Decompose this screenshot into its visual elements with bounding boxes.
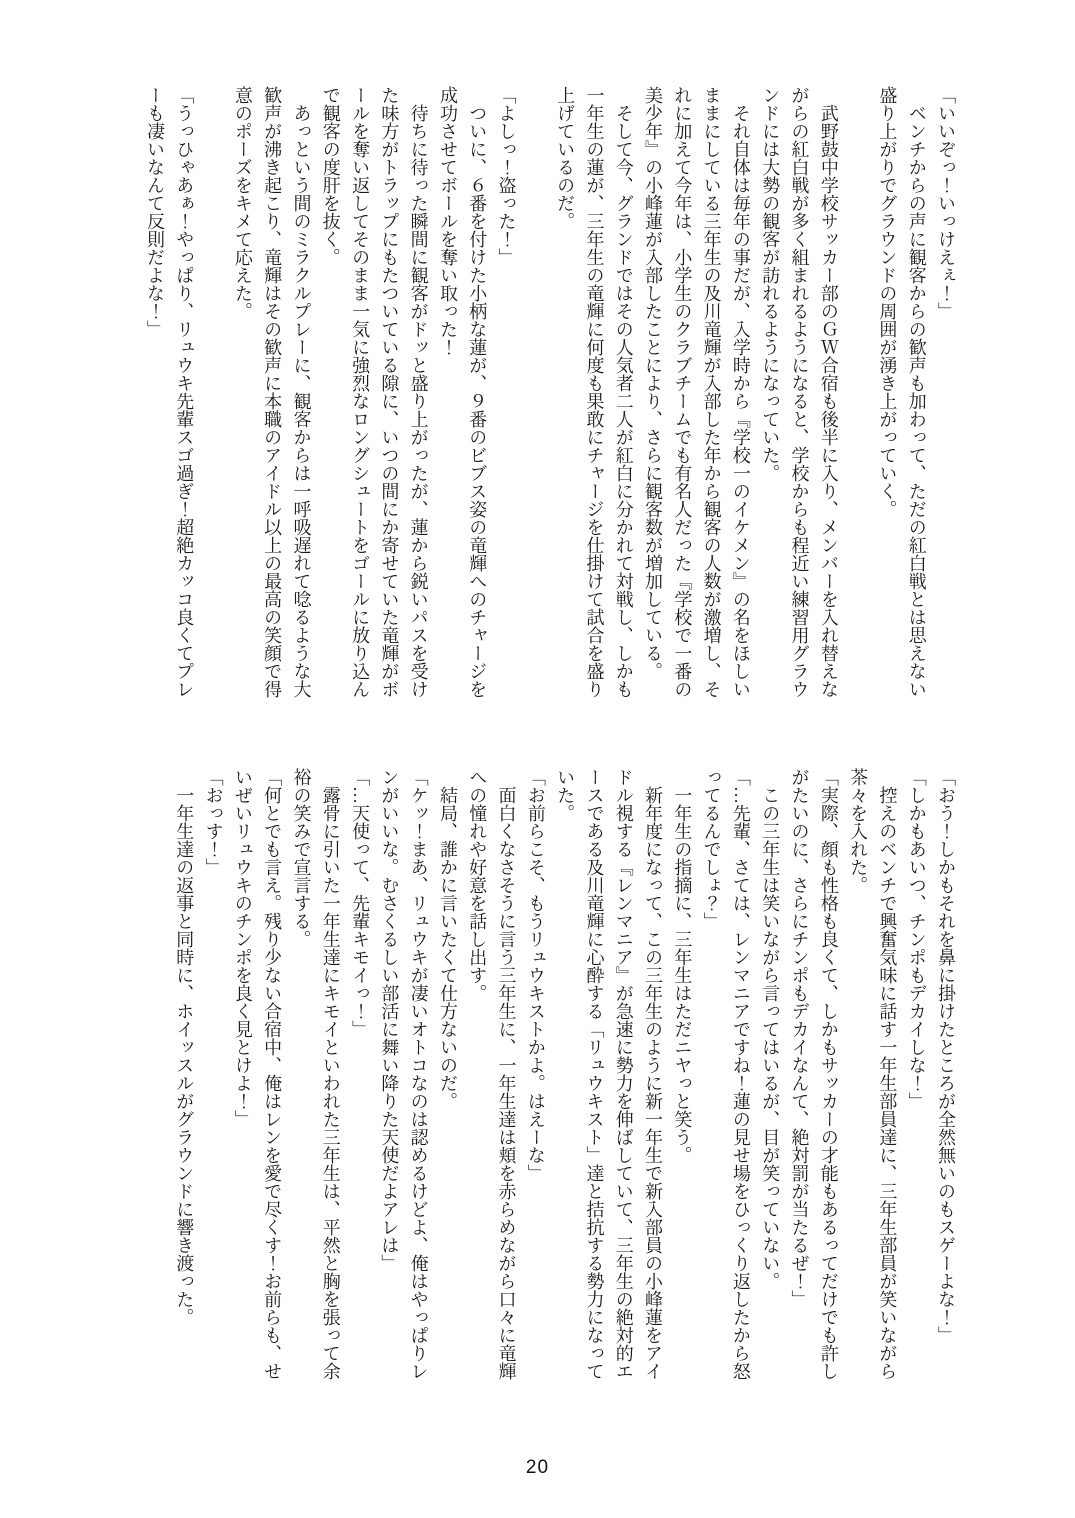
text-line: ンがいいな。むさくるしい部活に舞い降りた天使だよアレは」 <box>379 768 400 1272</box>
text-line: ベンチからの声に観客からの歓声も加わって、ただの紅白戦とは思えない <box>906 86 927 698</box>
text-line: ってるんでしょ？」 <box>701 768 722 930</box>
text-line: 結局、誰かに言いたくて仕方ないのだ。 <box>437 768 458 1110</box>
text-line: た味方がトラップにもたついている隙に、いつの間にか寄せていた竜輝がボ <box>379 86 400 698</box>
blank-line <box>198 86 227 704</box>
text-line: 上げているのだ。 <box>555 86 576 230</box>
text-line: 新年度になって、この三年生のように新一年生で新入部員の小峰蓮をアイ <box>643 768 664 1380</box>
text-line: 武野鼓中学校サッカー部のＧＷ合宿も後半に入り、メンバーを入れ替えな <box>818 86 839 698</box>
text-line: 「…天使って、先輩キモイっ！」 <box>350 768 371 1038</box>
text-line: 一年生の指摘に、三年生はただニヤっと笑う。 <box>672 768 693 1164</box>
text-line: 「何とでも言え。残り少ない合宿中、俺はレンを愛で尽くす！お前らも、せ <box>262 768 283 1380</box>
text-line: 待ちに待った瞬間に観客がドッと盛り上がったが、蓮から鋭いパスを受け <box>408 86 429 698</box>
text-line: 「よしっ！盗った！」 <box>496 86 517 266</box>
blank-line <box>521 86 550 704</box>
text-line: 一年生の蓮が、三年生の竜輝に何度も果敢にチャージを仕掛けて試合を盛り <box>584 86 605 698</box>
text-line: あっという間のミラクルプレーに、観客からは一呼吸遅れて唸るような大 <box>291 86 312 698</box>
text-line: ドル視する『レンマニア』が急速に勢力を伸ばしていて、三年生の絶対的エ <box>613 768 634 1380</box>
text-line: 「おっす！」 <box>203 768 224 876</box>
text-line: 意のポーズをキメて応えた。 <box>232 86 253 320</box>
text-line: 一年生達の返事と同時に、ホイッスルがグラウンドに響き渡った。 <box>174 768 195 1326</box>
text-line: れに加えて今年は、小学生のクラブチームでも有名人だった『学校で一番の <box>672 86 693 698</box>
text-line: ままにしている三年生の及川竜輝が入部した年から観客の人数が激増し、そ <box>701 86 722 698</box>
text-line: いた。 <box>555 768 576 822</box>
text-line: 「お前らこそ、もうリュウキストかよ。はえーな」 <box>525 768 546 1182</box>
text-line: 成功させてボールを奪い取った！ <box>437 86 458 356</box>
upper-text-block <box>140 86 960 704</box>
text-line: 美少年』の小峰蓮が入部したことにより、さらに観客数が増加している。 <box>643 86 664 680</box>
text-line: ースである及川竜輝に心酔する「リュウキスト」達と拮抗する勢力になって <box>584 768 605 1380</box>
text-line: 茶々を入れた。 <box>848 768 869 894</box>
text-line: 面白くなさそうに言う三年生に、一年生達は頬を赤らめながら口々に竜輝 <box>496 768 517 1380</box>
text-line: それ自体は毎年の事だが、入学時から『学校一のイケメン』の名をほしい <box>730 86 751 698</box>
text-line: 露骨に引いた一年生達にキモイといわれた三年生は、平然と胸を張って余 <box>320 768 341 1380</box>
text-line: 「しかもあいつ、チンポもデカイしな！」 <box>906 768 927 1110</box>
text-line: 「…先輩、さては、レンマニアですね！蓮の見せ場をひっくり返したから怒 <box>730 768 751 1380</box>
text-line: 盛り上がりでグラウンドの周囲が湧き上がっていく。 <box>877 86 898 518</box>
text-line: この三年生は笑いながら言ってはいるが、目が笑っていない。 <box>760 768 781 1290</box>
lower-text-block <box>169 768 960 1386</box>
text-line: 控えのベンチで興奮気味に話す一年生部員達に、三年生部員が笑いながら <box>877 768 898 1380</box>
text-line: がらの紅白戦が多く組まれるようになると、学校からも程近い練習用グラウ <box>789 86 810 698</box>
text-line: 「実際、顔も性格も良くて、しかもサッカーの才能もあるってだけでも許し <box>818 768 839 1380</box>
text-line: 歓声が沸き起こり、竜輝はその歓声に本職のアイドル以上の最高の笑顔で得 <box>262 86 283 698</box>
text-line: への憧れや好意を話し出す。 <box>467 768 488 1002</box>
text-line: ールを奪い返してそのまま一気に強烈なロングシュートをゴールに放り込ん <box>350 86 371 698</box>
text-line: ンドには大勢の観客が訪れるようになっていた。 <box>760 86 781 482</box>
text-line: がたいのに、さらにチンポもデカイなんて、絶対罰が当たるぜ！」 <box>789 768 810 1308</box>
text-line: そして今、グランドではその人気者二人が紅白に分かれて対戦し、しかも <box>613 86 634 698</box>
text-line: 「おう！しかもそれを鼻に掛けたところが全然無いのもスゲーよな！」 <box>936 768 956 1344</box>
text-line: 「ケッ！まあ、リュウキが凄いオトコなのは認めるけどよ、俺はやっぱりレ <box>408 768 429 1380</box>
text-line: いぜいリュウキのチンポを良く見とけよ！」 <box>232 768 253 1128</box>
text-line: ついに、６番を付けた小柄な蓮が、９番のビブス姿の竜輝へのチャージを <box>467 86 488 698</box>
text-line: 「いいぞっ！いっけえぇ！」 <box>936 86 956 320</box>
page-number: 20 <box>525 1457 550 1478</box>
text-line: 「うっひゃあぁ！やっぱり、リュウキ先輩スゴ過ぎ！超絶カッコ良くてプレ <box>174 86 195 698</box>
blank-line <box>843 86 872 704</box>
text-line: 裕の笑みで宣言する。 <box>291 768 312 948</box>
text-line: で観客の度肝を抜く。 <box>320 86 341 266</box>
text-line: ーも凄いなんて反則だよな！」 <box>144 86 165 338</box>
